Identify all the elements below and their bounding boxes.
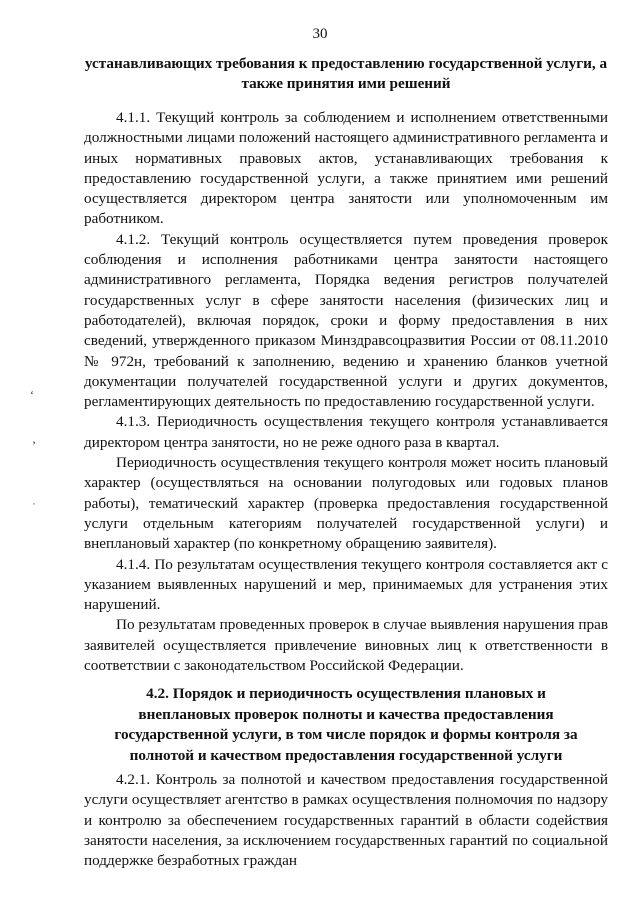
paragraph-violations: По результатам проведенных проверок в случае выявления нарушения прав заявителей осуществляется привлечение виновных лиц к ответственности в соответствии с законодательством Российской Федерации. bbox=[84, 616, 608, 675]
margin-mark: ’ bbox=[32, 438, 36, 452]
paragraph-periodicity: Периодичность осуществления текущего контроля может носить плановый характер (осуществляться на основании полугодовых или годовых планов работы), тематический характер (проверка предоставления государственной услуги отдельным категориям получателей государственной услуги) и внеплановый характер (по конкретному обращению заявителя). bbox=[84, 454, 608, 553]
paragraph-4-1-1: 4.1.1. Текущий контроль за соблюдением и исполнением ответственными должностными лицами положений настоящего административного регламента и иных нормативных правовых актов, устанавливающих требования к предоставлению государственной услуги, а также принятием ими решений осуществляется директором центра занятости или уполномоченным им работником. bbox=[84, 109, 608, 228]
margin-mark: ˙ bbox=[32, 500, 36, 514]
section-4-1-heading-block bbox=[84, 54, 608, 94]
paragraph-4-1-3: 4.1.3. Периодичность осуществления текущего контроля устанавливается директором центра занятости, но не реже одного раза в квартал. bbox=[84, 413, 608, 451]
paragraph-4-1-4: 4.1.4. По результатам осуществления текущего контроля составляется акт с указанием выявленных нарушений и мер, принимаемых для устранения этих нарушений. bbox=[84, 555, 608, 614]
margin-mark: ‘ bbox=[30, 388, 34, 402]
page-number: 30 bbox=[312, 26, 328, 42]
paragraph-4-2-1: 4.2.1. Контроль за полнотой и качеством предоставления государственной услуги осуществляет агентство в рамках осуществления полномочия по надзору и контролю за обеспечением государственных гарантий в области содействия занятости населения, за исключением государственных гарантий по социальной поддержке безработных граждан bbox=[84, 771, 608, 870]
section-4-2-heading: 4.2. Порядок и периодичность осуществления плановых и внеплановых проверок полноты и качества предоставления государственной услуги, в том числе порядок и формы контроля за полнотой и качеством предоставления государственной услуги bbox=[114, 685, 578, 764]
section-4-2-body bbox=[84, 770, 608, 871]
section-heading-continuation: устанавливающих требования к предоставлению государственной услуги, а также принятия ими решений bbox=[84, 55, 608, 92]
paragraph-4-1-2: 4.1.2. Текущий контроль осуществляется путем проведения проверок соблюдения и исполнения работниками центра занятости настоящего административного регламента, Порядка ведения регистров получателей государственных услуг в сфере занятости населения (физических лиц и работодателей), включая порядок, сроки и форму предоставления в них сведений, утвержденного приказом Минздравсоцразвития России от 08.11.2010 № 972н, требований к заполнению, ведению и хранению бланков учетной документации получателей государственной услуги и других документов, регламентирующих деятельность по предоставлению государственной услуги. bbox=[84, 230, 608, 411]
section-4-2-heading-block bbox=[100, 684, 592, 766]
section-4-1-body bbox=[84, 108, 608, 676]
